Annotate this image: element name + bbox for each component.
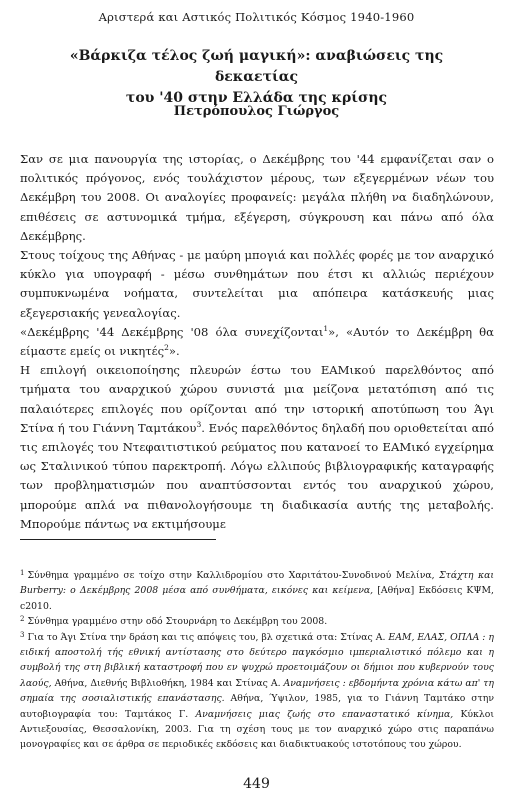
paragraph-4 xyxy=(20,361,494,534)
body-text xyxy=(20,150,494,534)
footnote-1-italic: Στάχτη και Burberry: ο Δεκέμβρης 2008 μέσα από συνθήματα, εικόνες και κείμενα, xyxy=(20,570,494,597)
title-line-1: «Βάρκιζα τέλος ζωή μαγική»: αναβιώσεις της δεκαετίας xyxy=(69,48,444,85)
slogan-text-2: », «Αυτόν το Δεκέμβρη θα είμαστε εμείς οι νικητές xyxy=(20,324,494,359)
footnote-3 xyxy=(20,630,494,753)
running-head: Αριστερά και Αστικός Πολιτικός Κόσμος 1940-1960 xyxy=(98,10,415,24)
paragraph-4-text-b: . Ενός παρελθόντος δηλαδή που οριοθετείται από τις επιλογές του Ντεφαιτιστικού ρεύματος που κατανοεί το ΕΑΜικό εγχείρημα ως Σταλινικού τύπου παρεκτροπή. Λόγω ελλιπούς βιβλιογραφικής καταγραφής των προβληματισμών που αναπτύσσονται εντός του αναρχικού χώρου, μπορούμε απλά να πιθανολογήσουμε τη διαδικασία αυτής της μεταβολής. Μπορούμε πάντως να εκτιμήσουμε xyxy=(20,420,494,531)
title-line-2: του '40 στην Ελλάδα της κρίσης xyxy=(125,90,388,106)
footnote-number: 2 xyxy=(20,615,25,624)
footnote-2 xyxy=(20,614,494,629)
footnote-3-text-a: Για το Άγι Στίνα την δράση και τις απόψεις του, βλ σχετικά στα: Στίνας Α. xyxy=(27,631,389,643)
footnote-1 xyxy=(20,568,494,614)
slogan-text-3: ». xyxy=(168,344,180,359)
footnote-3-italic-3: Αναμνήσεις μιας ζωής στο επαναστατικό κίνημα, xyxy=(195,708,454,720)
footnote-3-italic-2: Αναμνήσεις : εβδομήντα χρόνια κάτω απ' τη σημαία της σοσιαλιστικής επανάστασης. xyxy=(20,677,494,705)
footnote-ref-1[interactable]: 1 xyxy=(323,323,329,333)
article-title xyxy=(36,46,477,109)
author-name: Πετρόπουλος Γιώργος xyxy=(173,104,340,119)
footnote-3-text-b: Αθήνα, Διεθνής Βιβλιοθήκη, 1984 και Στίνας Α. xyxy=(51,677,284,689)
footnote-1-text-b: [Αθήνα] Εκδόσεις ΚΨΜ, c2010. xyxy=(20,585,495,612)
footnote-ref-2[interactable]: 2 xyxy=(164,343,169,353)
footnote-number: 1 xyxy=(20,569,25,577)
page-number: 449 xyxy=(243,776,270,792)
footnote-3-italic-1: ΕΑΜ, ΕΛΑΣ, ΟΠΛΑ : η ειδική αποστολή τής εθνική αντίστασης στο δεύτερο παγκόσμιο ιμπεριαλιστικό πόλεμο και η συμβολή της στη βιβλική καταστροφή που εν ψυχρώ προετοιμάζουν οι δήμιοι που κυβερνούν τους λαούς, xyxy=(20,631,494,689)
footnotes xyxy=(20,568,494,753)
footnote-number: 3 xyxy=(20,630,25,639)
slogan-text-1: «Δεκέμβρης '44 Δεκέμβρης '08 όλα συνεχίζονται xyxy=(20,324,324,339)
footnote-2-text: Σύνθημα γραμμένο στην οδό Στουρνάρη το Δεκέμβρη του 2008. xyxy=(27,616,328,628)
footnote-3-text-d: Κύκλοι Αντιεξουσίας, Θεσσαλονίκη, 2003. Για τη σχέση τους με τον αναρχικό χώρο στις παραπάνω μονογραφίες και σε άρθρα σε περιοδικές εκδόσεις και διαδικτυακούς ιστοτόπους του χώρου. xyxy=(20,708,494,751)
footnote-3-text-c: Αθήνα, Ύψιλον, 1985, για το Γιάννη Ταμτάκο στην αυτοβιογραφία του: Ταμτάκος Γ. xyxy=(20,693,494,720)
paragraph-4-text-a: Η επιλογή οικειοποίησης πλευρών έστω του ΕΑΜικού παρελθόντος από τμήματα του αναρχικού χώρου συνιστά μια μείζονα μετατόπιση από τις παλαιότερες επιλογές που ορίζονται από την ιστορική αποτύπωση του Άγι Στίνα ή του Γιάννη Ταμτάκου xyxy=(20,363,494,435)
footnote-separator xyxy=(20,539,216,540)
paragraph-3 xyxy=(20,323,494,361)
paragraph-2: Στους τοίχους της Αθήνας - με μαύρη μπογιά και πολλές φορές με τον αναρχικό κύκλο για υπογραφή - μέσω συνθημάτων που έτσι κι αλλιώς περιέχουν συμπυκνωμένα νοήματα, συντελείται μια απόπειρα κατάσκευής μιας εξεγερσιακής γενεαλογίας. xyxy=(20,248,494,320)
footnote-ref-3[interactable]: 3 xyxy=(196,419,202,429)
footnote-1-text-a: Σύνθημα γραμμένο σε τοίχο στην Καλλιδρομίου στο Χαριτάτου-Συνοδινού Μελίνα, xyxy=(27,570,440,581)
paragraph-1: Σαν σε μια πανουργία της ιστορίας, ο Δεκέμβρης του '44 εμφανίζεται σαν ο πολιτικός πρόγονος, ενός τουλάχιστον μέρους, των εξεγερμένων νέων του Δεκέμβρη του 2008. Οι αναλογίες προφανείς: μεγάλα πλήθη να διαδηλώνουν, επιθέσεις σε αστυνομικά τμήμα, εξέγερση, σύγκρουση και πάνω από όλα Δεκέμβρης. xyxy=(20,152,494,243)
